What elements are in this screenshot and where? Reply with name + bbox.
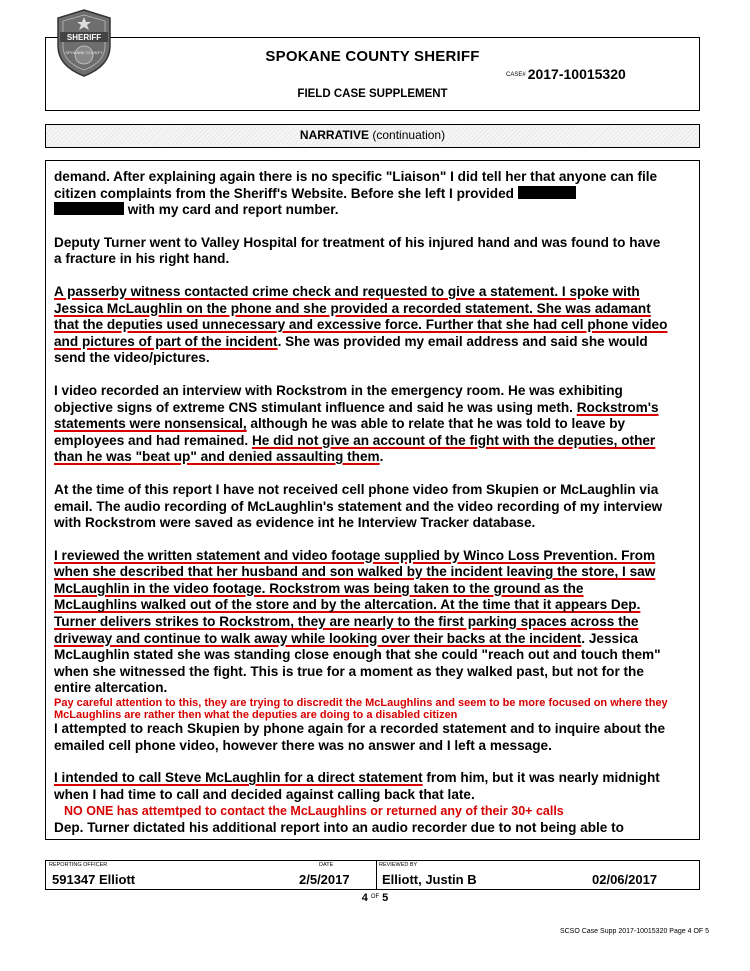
page-number [0,892,750,904]
narrative-suffix: (continuation) [372,128,446,142]
paragraph-2: Deputy Turner went to Valley Hospital for treatment of his injured hand and was found to have a fracture in his right hand. [54,234,661,267]
underlined-passage: I reviewed the written statement and video footage supplied by Winco Loss Prevention. From when she described that her husband and son walked by the incident leaving the store, I saw McLaughlin in the video footage. Rockstrom was being taken to the ground as the McLaughlins walked out of the store and by the altercation. At the time that it appears Dep. Turner delivers strikes to Rockstrom, they are nearly to the first parking spaces across the driveway and continue to walk away while looking over their backs at the incident [54,547,656,646]
paragraph-8-rest: from him, but it was nearly midnight when I had time to call and decided against calling back that late. [54,770,660,802]
reviewed-by-value: Elliott, Justin B [382,872,477,887]
paragraph-6-rest: . Jessica McLaughlin stated she was standing close enough that she could "reach out and touch them" when she witnessed the fight. This is true for a moment as they walked past, but not for the entire altercation. [54,630,661,696]
form-subtitle: FIELD CASE SUPPLEMENT [297,88,448,100]
reviewed-by-cell [376,861,696,889]
narrative-body [45,160,700,840]
paragraph-3 [54,284,669,367]
page-of: OF [370,894,380,900]
paragraph-6 [54,548,669,697]
case-number [506,66,626,82]
paragraph-8 [54,770,669,803]
redaction-block [54,202,124,215]
underlined-passage: I intended to call Steve McLaughlin for a direct statement [54,770,423,786]
case-label: CASE# [506,72,526,79]
date-cell [299,861,376,889]
badge-bottom-text: SPOKANE COUNTY [65,50,103,55]
reviewed-date-value: 02/06/2017 [592,872,658,887]
paragraph-1 [54,169,669,219]
narrative-bar [45,124,700,148]
reporting-officer-cell [46,861,311,889]
annotation-note-2: NO ONE has attemtped to contact the McLaughlins or returned any of their 30+ calls [64,804,564,819]
annotation-note-1: Pay careful attention to this, they are trying to discredit the McLaughlins and seem to be more focused on where they McLaughlins are rather then what the deputies are doing to a disabled citizen [54,697,668,722]
underlined-passage: A passerby witness contacted crime check and requested to give a statement. I spoke with Jessica McLaughlin on the phone and she provided a recorded statement. She was adamant that the deputies used unnecessary and excessive force. Further that she had cell phone video and pictures of part of the incident [54,283,668,349]
paragraph-4-text-a: I video recorded an interview with Rockstrom in the emergency room. He was exhibiting objective signs of extreme CNS stimulant influence and said he was using meth. [54,382,623,415]
paragraph-4-text-b: although he was able to relate that he was told to leave by employees and had remained. [54,416,626,448]
date-value: 2/5/2017 [299,872,350,887]
narrative-text [54,169,669,837]
paragraph-5: At the time of this report I have not received cell phone video from Skupien or McLaughlin via email. The audio recording of McLaughlin's statement and the video recording of my interview with Rockstrom were saved as evidence int he Interview Tracker database. [54,481,663,531]
badge-top-text: SHERIFF [66,33,102,42]
agency-title: SPOKANE COUNTY SHERIFF [265,48,480,65]
page-current: 4 [361,892,368,904]
reviewed-by-label: REVIEWED BY [379,862,418,868]
paragraph-3-rest: . She was provided my email address and said she would send the video/pictures. [54,333,648,366]
footer-box [45,860,700,890]
reporting-officer-label: REPORTING OFFICER [49,862,108,868]
underlined-passage: He did not give an account of the fight with the deputies, other than he was "beat up" and denied assaulting them [54,432,656,465]
paragraph-7: I attempted to reach Skupien by phone again for a recorded statement and to inquire about the emailed cell phone video, however there was no answer and I left a message. [54,721,666,753]
case-number-value: 2017-10015320 [527,66,626,82]
paragraph-9: Dep. Turner dictated his additional report into an audio recorder due to not being able to [54,820,624,835]
paragraph-1-text-a: demand. After explaining again there is no specific "Liaison" I did tell her that anyone can file citizen complaints from the Sheriff's Website. Before she left I provided [54,169,658,201]
paragraph-4 [54,383,669,466]
narrative-title: NARRATIVE [299,128,370,142]
page-total: 5 [382,892,389,904]
redaction-block [518,186,576,199]
document-id: SCSO Case Supp 2017-10015320 Page 4 OF 5 [559,928,709,935]
header-box [45,37,700,111]
paragraph-4-text-c: . [379,449,384,465]
date-label: DATE [319,862,334,868]
reporting-officer-value: 591347 Elliott [52,872,136,887]
sheriff-badge-icon [54,8,114,78]
paragraph-1-text-b: with my card and report number. [127,202,339,218]
underlined-passage: Rockstrom's statements were nonsensical, [54,399,659,432]
